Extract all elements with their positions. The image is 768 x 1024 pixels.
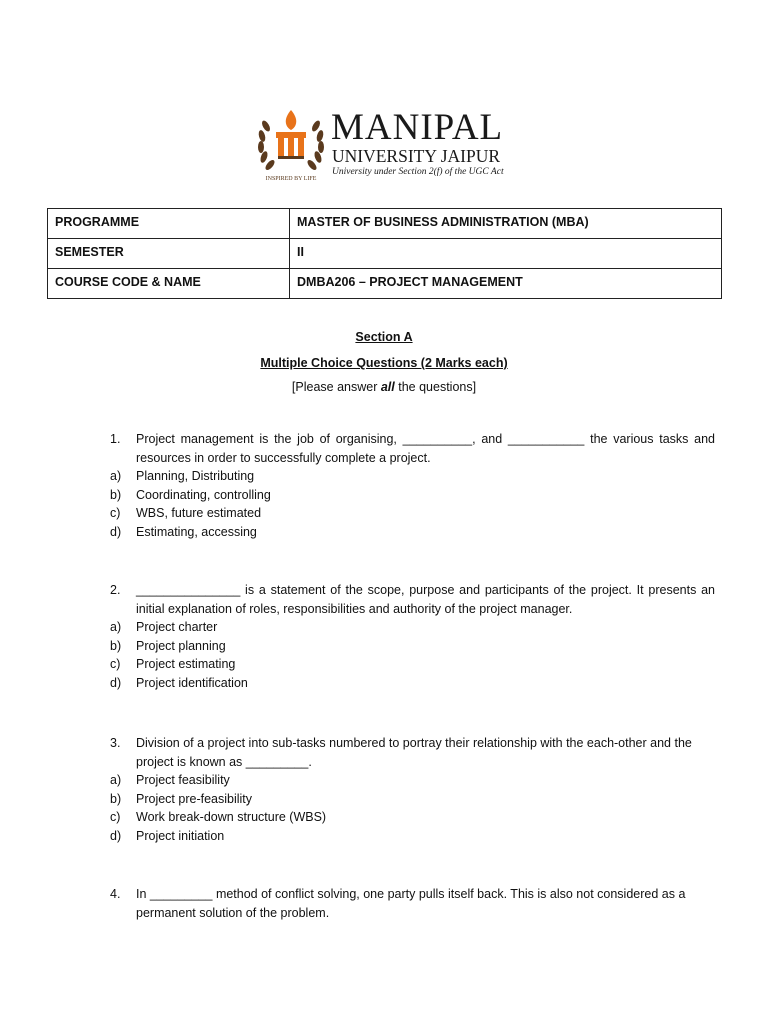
logo-subtitle: UNIVERSITY JAIPUR <box>332 146 501 166</box>
question-number: 1. <box>110 432 121 446</box>
question-number: 4. <box>110 887 121 901</box>
option-text: WBS, future estimated <box>136 506 262 520</box>
instruction-emphasis: all <box>380 380 395 394</box>
option-label: c) <box>110 506 121 520</box>
section-instructions <box>0 380 768 394</box>
table-value: MASTER OF BUSINESS ADMINISTRATION (MBA) <box>290 209 722 239</box>
option-label: b) <box>110 791 122 806</box>
section-subtitle: Multiple Choice Questions (2 Marks each) <box>260 356 508 370</box>
question-number: 2. <box>110 583 121 597</box>
option-text: Planning, Distributing <box>136 469 255 483</box>
question-1 <box>110 430 715 541</box>
answer-option <box>110 618 715 637</box>
table-key: PROGRAMME <box>48 209 290 239</box>
question-2 <box>110 581 715 692</box>
option-label: c) <box>110 810 121 824</box>
table-row <box>48 269 722 299</box>
option-label: d) <box>110 524 122 539</box>
option-label: d) <box>110 675 122 690</box>
svg-text:INSPIRED BY LIFE: INSPIRED BY LIFE <box>265 176 317 182</box>
option-text: Project initiation <box>136 828 225 843</box>
instruction-text: [Please answer <box>291 380 381 394</box>
answer-option <box>110 504 715 523</box>
option-label: b) <box>110 487 122 502</box>
table-row <box>48 239 722 269</box>
question-text: _______________ is a statement of the scope, purpose and participants of the project. It presents an initial explanation of roles, responsibilities and authority of the project manager. <box>136 583 715 616</box>
section-title: Section A <box>355 330 413 344</box>
option-label: d) <box>110 828 122 843</box>
option-text: Coordinating, controlling <box>136 487 271 502</box>
question-number: 3. <box>110 736 121 750</box>
question-text: Project management is the job of organising, __________, and ___________ the various tasks and resources in order to successfully complete a project. <box>136 432 715 465</box>
option-text: Project identification <box>136 675 248 690</box>
option-text: Project pre-feasibility <box>136 791 253 806</box>
option-text: Project charter <box>136 620 218 634</box>
option-text: Estimating, accessing <box>136 524 257 539</box>
answer-option <box>110 790 715 809</box>
question-4 <box>110 885 715 922</box>
option-label: c) <box>110 657 121 671</box>
option-label: b) <box>110 638 122 653</box>
option-text: Project feasibility <box>136 773 230 787</box>
answer-option <box>110 827 715 846</box>
answer-option <box>110 771 715 790</box>
question-text: In _________ method of conflict solving, one party pulls itself back. This is also not considered as a permanent solution of the problem. <box>136 887 686 920</box>
option-label: a) <box>110 620 122 634</box>
option-label: a) <box>110 773 122 787</box>
university-logo <box>252 104 532 184</box>
table-key: SEMESTER <box>48 239 290 269</box>
table-value: DMBA206 – PROJECT MANAGEMENT <box>290 269 722 299</box>
option-label: a) <box>110 469 122 483</box>
answer-option <box>110 655 715 674</box>
answer-option <box>110 467 715 486</box>
logo-tagline: University under Section 2(f) of the UGC Act <box>332 167 504 177</box>
table-value: II <box>290 239 722 269</box>
answer-option <box>110 808 715 827</box>
table-row <box>48 209 722 239</box>
option-text: Work break-down structure (WBS) <box>136 810 327 824</box>
table-key: COURSE CODE & NAME <box>48 269 290 299</box>
option-text: Project planning <box>136 638 226 653</box>
question-text: Division of a project into sub-tasks numbered to portray their relationship with the each-other and the project is known as _________. <box>136 736 692 769</box>
university-emblem-icon <box>252 104 330 184</box>
option-text: Project estimating <box>136 657 236 671</box>
question-3 <box>110 734 715 845</box>
programme-info-table <box>47 208 722 299</box>
answer-option <box>110 486 715 505</box>
answer-option <box>110 674 715 693</box>
answer-option <box>110 523 715 542</box>
logo-title: MANIPAL <box>331 107 504 148</box>
answer-option <box>110 637 715 656</box>
instruction-text: the questions] <box>394 380 477 394</box>
